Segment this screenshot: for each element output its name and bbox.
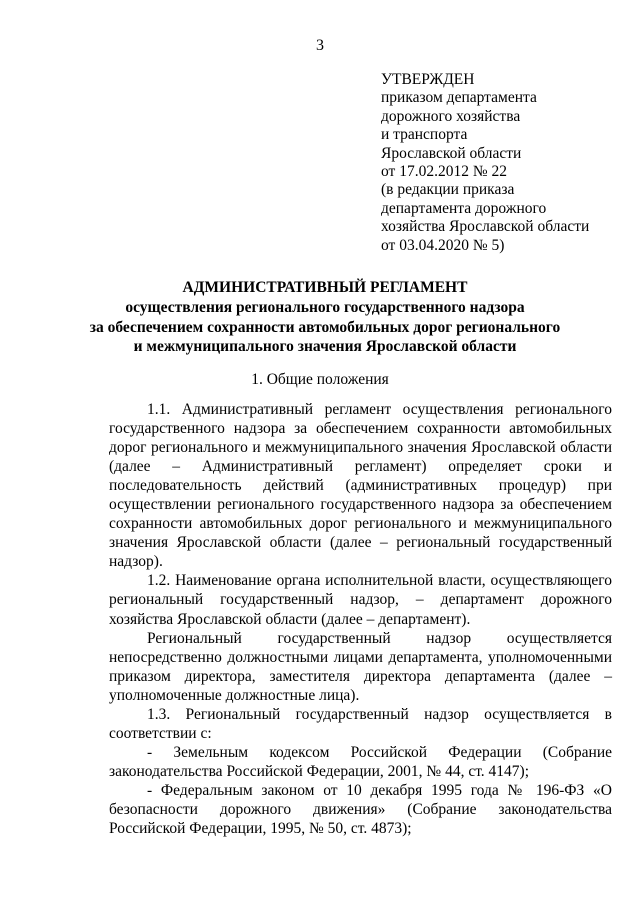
title-line: АДМИНИСТРАТИВНЫЙ РЕГЛАМЕНТ	[182, 279, 468, 296]
title-line: за обеспечением сохранности автомобильных дорог регионального	[89, 318, 561, 336]
approval-line: от 03.04.2020 № 5)	[381, 236, 505, 254]
document-title	[80, 278, 570, 357]
approval-line: УТВЕРЖДЕН	[381, 71, 475, 88]
paragraph: 1.3. Региональный государственный надзор осуществляется в соответствии с:	[109, 705, 612, 742]
document-body	[109, 400, 612, 838]
approval-stamp	[381, 71, 621, 255]
paragraph: Региональный государственный надзор осуществляется непосредственно должностными лицами департамента, уполномоченными приказом директора, заместителя директора департамента (далее – уполномоченные должностные лица).	[109, 629, 612, 704]
approval-line: и транспорта	[381, 126, 468, 144]
approval-line: департамента дорожного	[381, 199, 547, 217]
title-line: и межмуниципального значения Ярославской области	[133, 338, 517, 356]
paragraph: 1.2. Наименование органа исполнительной власти, осуществляющего региональный государственный надзор, – департамент дорожного хозяйства Ярославской области (далее – департамент).	[109, 572, 612, 628]
title-line: осуществления регионального государственного надзора	[125, 298, 525, 316]
paragraph: 1.1. Административный регламент осуществления регионального государственного надзора за обеспечением сохранности автомобильных дорог регионального и межмуниципального значения Ярославской области (далее – Административный регламент) определяет сроки и последовательность действий (административных процедур) при осуществлении регионального государственного надзора за обеспечением сохранности автомобильных дорог регионального и межмуниципального значения Ярославской области (далее – региональный государственный надзор).	[109, 401, 612, 571]
approval-line: дорожного хозяйства	[381, 107, 521, 125]
approval-line: от 17.02.2012 № 22	[381, 163, 507, 181]
approval-line: (в редакции приказа	[381, 181, 515, 199]
approval-line: Ярославской области	[381, 144, 522, 162]
list-item: - Земельным кодексом Российской Федерации (Собрание законодательства Российской Федерации, 2001, № 44, ст. 4147);	[109, 743, 612, 780]
approval-line: приказом департамента	[381, 89, 537, 107]
approval-line: хозяйства Ярославской области	[381, 218, 590, 236]
list-item: - Федеральным законом от 10 декабря 1995 года № 196-ФЗ «О безопасности дорожного движения» (Собрание законодательства Российской Федерации, 1995, № 50, ст. 4873);	[109, 781, 612, 838]
page-number: 3	[316, 37, 324, 54]
section-heading: 1. Общие положения	[251, 371, 389, 388]
